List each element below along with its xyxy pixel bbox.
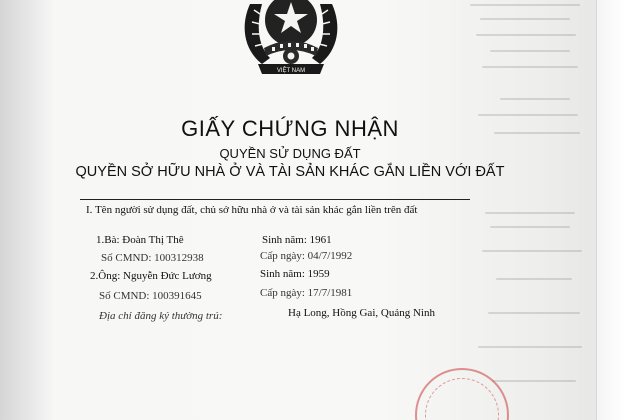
address-value: Hạ Long, Hồng Gai, Quảng Ninh	[288, 307, 435, 319]
owner2-issue-date: Cấp ngày: 17/7/1981	[260, 287, 353, 299]
scan-shadow	[0, 0, 55, 420]
owner1-id-number: Số CMND: 100312938	[101, 252, 204, 264]
certificate-title: GIẤY CHỨNG NHẬN	[181, 116, 399, 141]
certificate-subtitle-property: QUYỀN SỞ HỮU NHÀ Ở VÀ TÀI SẢN KHÁC GẮN LIỀN VỚI ĐẤT	[75, 164, 505, 180]
scan-margin	[596, 0, 625, 420]
bleed-through	[430, 0, 590, 420]
emblem-ribbon-text: VIỆT NAM	[276, 68, 306, 74]
certificate-subtitle-land: QUYỀN SỬ DỤNG ĐẤT	[219, 146, 361, 161]
section-heading: I. Tên người sử dụng đất, chủ sở hữu nhà ở và tài sản khác gắn liền trên đất	[86, 204, 418, 216]
owner1-birth-year: Sinh năm: 1961	[262, 234, 332, 246]
owner2-birth-year: Sinh năm: 1959	[260, 268, 330, 280]
address-label: Địa chỉ đăng ký thường trú:	[99, 310, 223, 322]
owner2-id-number: Số CMND: 100391645	[99, 290, 202, 302]
owner1-name: 1.Bà: Đoàn Thị Thê	[96, 234, 184, 246]
owner1-issue-date: Cấp ngày: 04/7/1992	[260, 250, 353, 262]
section-divider	[80, 199, 470, 200]
national-emblem	[236, 0, 346, 82]
owner2-name: 2.Ông: Nguyễn Đức Lương	[90, 270, 212, 282]
